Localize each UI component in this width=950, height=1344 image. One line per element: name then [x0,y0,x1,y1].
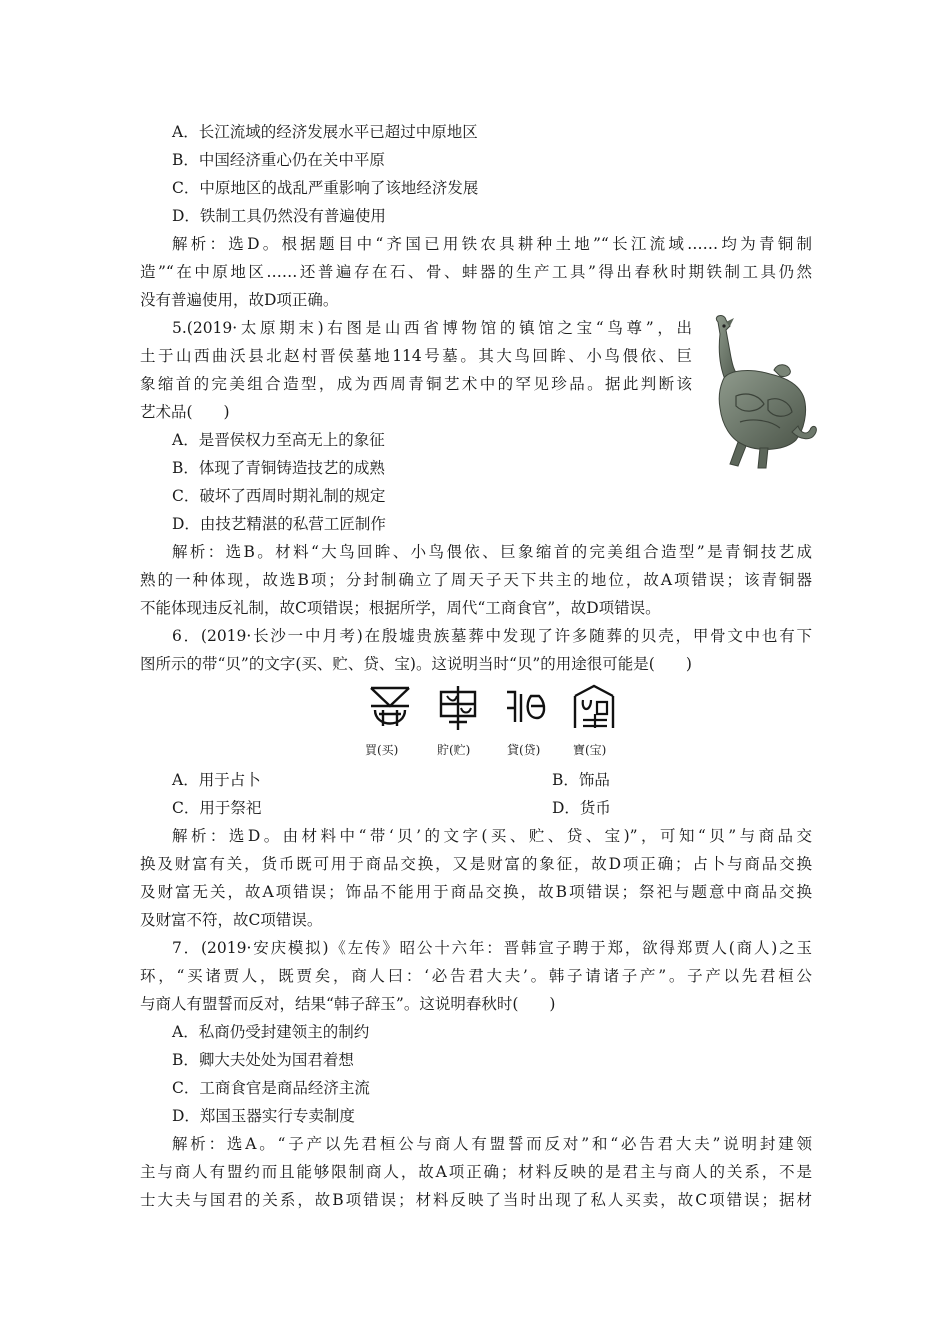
q5-analysis-line-3: 不能体现违反礼制，故C项错误；根据所学，周代“工商食官”，故D项错误。 [140,599,661,617]
q7-analysis-line-1: 解析：选A。“子产以先君桓公与商人有盟誓而反对”和“必告君大夫”说明封建领 [172,1135,812,1153]
q5-stem-line-3: 象缩首的完美组合造型，成为西周青铜艺术中的罕见珍品。据此判断该 [140,375,692,393]
q4-option-b: B．中国经济重心仍在关中平原 [172,151,385,169]
oracle-glyph-mai [365,682,415,734]
q4-option-c: C．中原地区的战乱严重影响了该地经济发展 [172,179,479,197]
oracle-glyph-bao [569,682,619,734]
q6-option-c: C．用于祭祀 [172,799,262,817]
q7-analysis-line-3: 士大夫与国君的关系，故B项错误；材料反映了当时出现了私人买卖，故C项错误；据材 [140,1191,812,1209]
q4-analysis-line-1: 解析：选D。根据题目中“齐国已用铁农具耕种土地”“长江流域……均为青铜制 [172,235,812,253]
q5-option-c: C．破坏了西周时期礼制的规定 [172,487,386,505]
q6-analysis-line-1: 解析：选D。由材料中“带‘贝’的文字(买、贮、贷、宝)”，可知“贝”与商品交 [172,827,812,845]
q4-option-a: A．长江流域的经济发展水平已超过中原地区 [172,123,478,141]
q6-analysis-line-3: 及财富无关，故A项错误；饰品不能用于商品交换，故B项错误；祭祀与题意中商品交换 [140,883,812,901]
q7-option-d: D．郑国玉器实行专卖制度 [172,1107,355,1125]
q7-stem-line-3: 与商人有盟誓而反对，结果“韩子辞玉”。这说明春秋时( ) [140,995,556,1013]
q5-option-d: D．由技艺精湛的私营工匠制作 [172,515,386,533]
q6-stem-line-1: 6．(2019·长沙一中月考)在殷墟贵族墓葬中发现了许多随葬的贝壳，甲骨文中也有下 [172,627,812,645]
glyph-caption-dai: 貸(贷) [507,743,541,757]
q7-stem-line-1: 7．(2019·安庆模拟)《左传》昭公十六年：晋韩宣子聘于郑，欲得郑贾人(商人)之玉 [172,939,812,957]
q6-analysis-line-4: 及财富不符，故C项错误。 [140,911,323,929]
q7-option-a: A．私商仍受封建领主的制约 [172,1023,370,1041]
q7-option-b: B．卿大夫处处为国君着想 [172,1051,354,1069]
q7-analysis-line-2: 主与商人有盟约而且能够限制商人，故A项正确；材料反映的是君主与商人的关系，不是 [140,1163,812,1181]
q6-analysis-line-2: 换及财富有关，货币既可用于商品交换，又是财富的象征，故D项正确；占卜与商品交换 [140,855,812,873]
q7-option-c: C．工商食官是商品经济主流 [172,1079,370,1097]
q5-stem-line-2: 土于山西曲沃县北赵村晋侯墓地114号墓。其大鸟回眸、小鸟偎依、巨 [140,347,692,365]
glyph-caption-zhu: 貯(贮) [437,743,471,757]
oracle-glyph-dai [501,682,551,734]
oracle-glyph-zhu [433,682,483,734]
q6-option-d: D．货币 [552,799,611,817]
q5-analysis-line-1: 解析：选B。材料“大鸟回眸、小鸟偎依、巨象缩首的完美组合造型”是青铜技艺成 [172,543,812,561]
q4-option-d: D．铁制工具仍然没有普遍使用 [172,207,386,225]
q7-stem-line-2: 环，“买诸贾人，既贾矣，商人曰：‘必告君大夫’。韩子请诸子产”。子产以先君桓公 [140,967,812,985]
q5-analysis-line-2: 熟的一种体现，故选B项；分封制确立了周天子天下共主的地位，故A项错误；该青铜器 [140,571,812,589]
q4-analysis-line-3: 没有普遍使用，故D项正确。 [140,291,339,309]
glyph-caption-mai: 買(买) [365,743,399,757]
q6-option-a: A．用于占卜 [172,771,261,789]
q5-option-b: B．体现了青铜铸造技艺的成熟 [172,459,385,477]
q6-stem-line-2: 图所示的带“贝”的文字(买、贮、贷、宝)。这说明当时“贝”的用途很可能是( ) [140,655,692,673]
q4-analysis-line-2: 造”“在中原地区……还普遍存在石、骨、蚌器的生产工具”得出春秋时期铁制工具仍然 [140,263,812,281]
q5-option-a: A．是晋侯权力至高无上的象征 [172,431,385,449]
q6-option-b: B．饰品 [552,771,610,789]
glyph-caption-bao: 寶(宝) [573,743,607,757]
q5-stem-line-1: 5.(2019·太原期末)右图是山西省博物馆的镇馆之宝“鸟尊”，出 [172,319,692,337]
q5-stem-line-4: 艺术品( ) [140,403,230,421]
oracle-bone-glyphs-figure [355,682,635,762]
